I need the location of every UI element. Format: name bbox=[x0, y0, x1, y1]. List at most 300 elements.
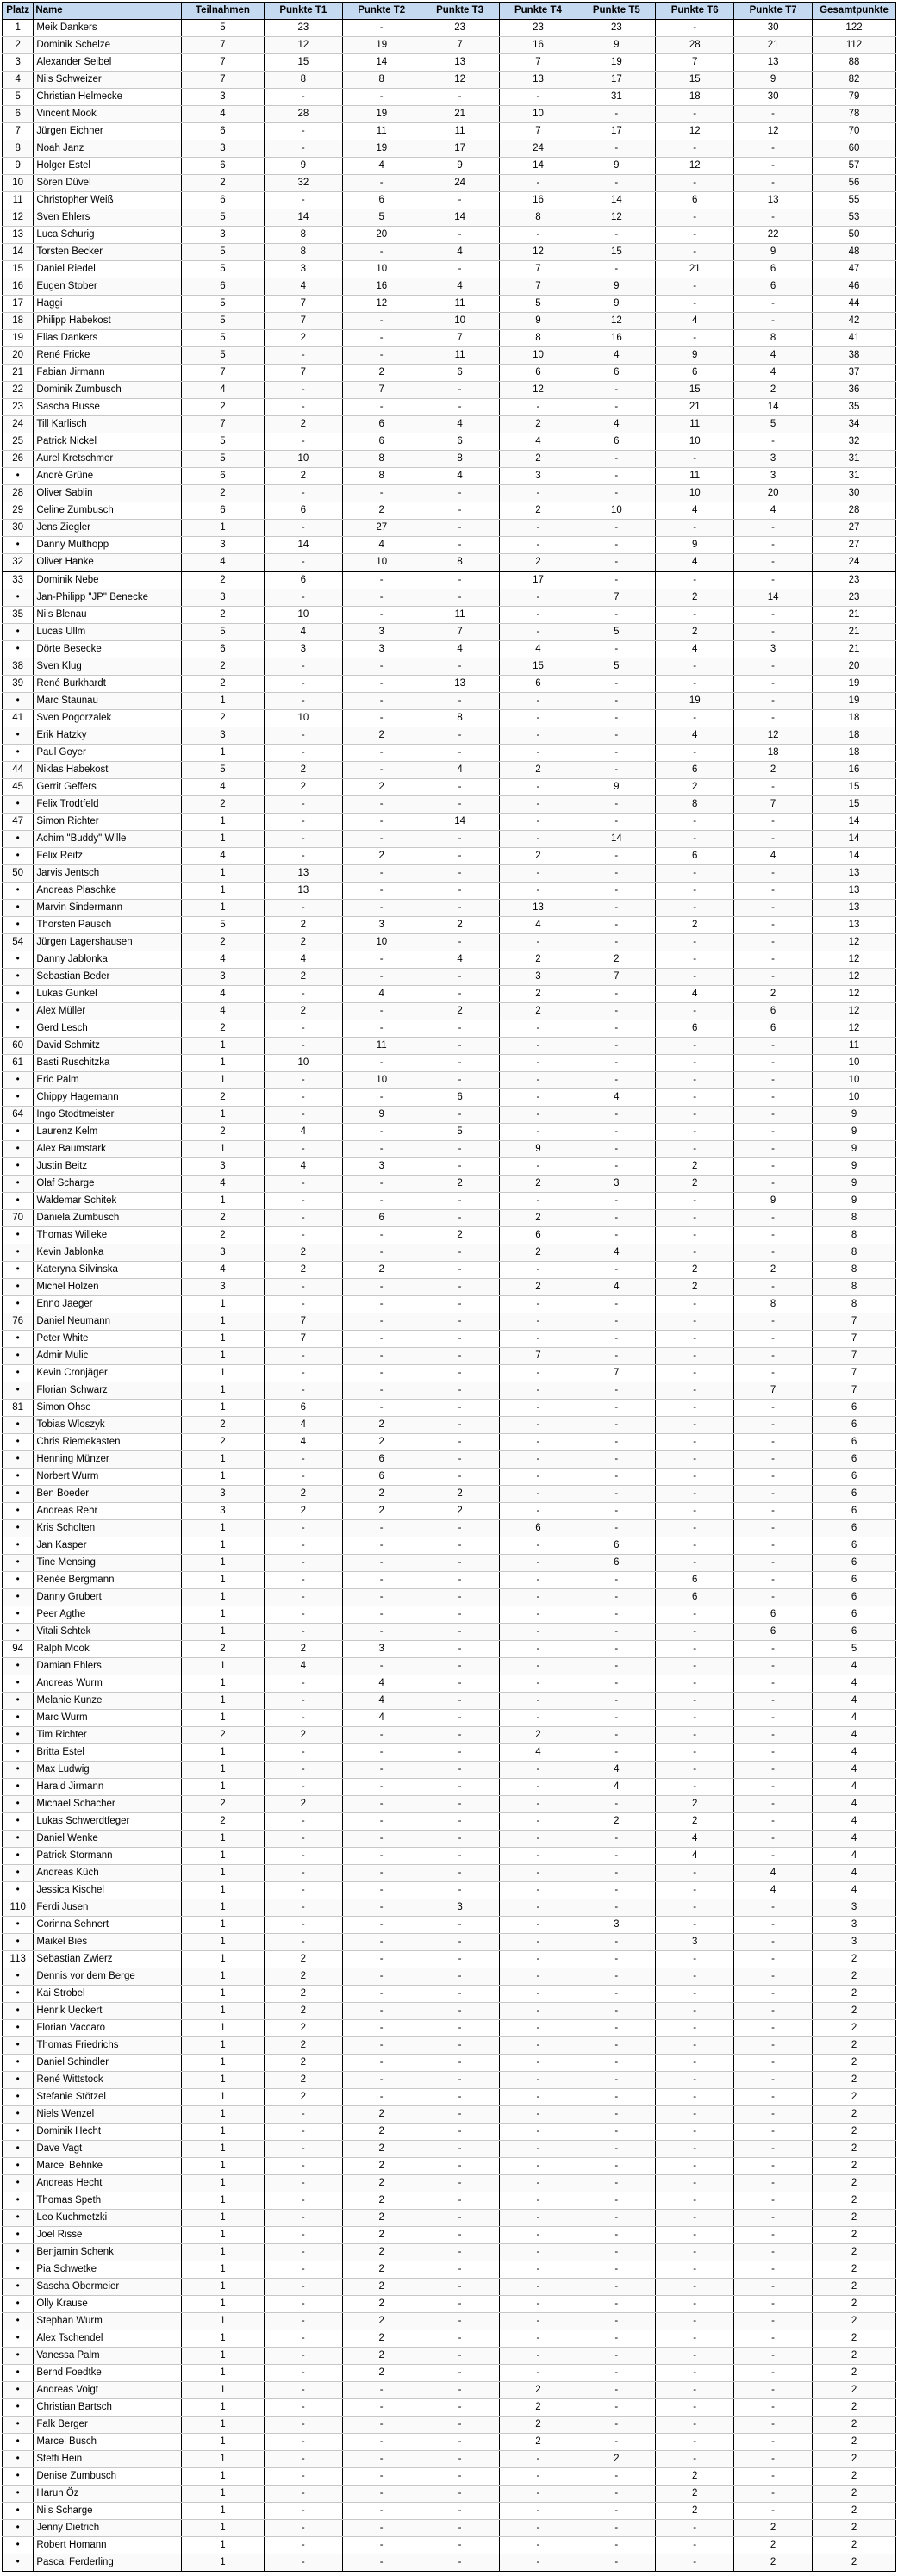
table-row[interactable] bbox=[3, 796, 896, 814]
table-row[interactable] bbox=[3, 2210, 896, 2227]
rank-cell: • bbox=[3, 2503, 34, 2520]
header-points-t1[interactable]: Punkte T1 bbox=[264, 3, 342, 20]
table-row[interactable] bbox=[3, 451, 896, 468]
table-row[interactable] bbox=[3, 140, 896, 158]
points-t6-cell: - bbox=[656, 1986, 734, 2003]
name-cell: Steffi Hein bbox=[34, 2451, 182, 2468]
points-t5-cell: - bbox=[577, 1520, 656, 1537]
rank-cell: 2 bbox=[3, 37, 34, 54]
rank-cell: • bbox=[3, 2158, 34, 2175]
table-row[interactable] bbox=[3, 1089, 896, 1107]
table-row[interactable] bbox=[3, 485, 896, 502]
points-t6-cell: - bbox=[656, 934, 734, 951]
points-t2-cell: 2 bbox=[342, 365, 421, 382]
table-row[interactable] bbox=[3, 571, 896, 589]
participations-cell: 1 bbox=[181, 1624, 264, 1641]
points-t2-cell: - bbox=[342, 745, 421, 762]
header-name[interactable]: Name bbox=[34, 3, 182, 20]
participations-cell: 4 bbox=[181, 106, 264, 123]
table-row[interactable] bbox=[3, 900, 896, 917]
table-row[interactable] bbox=[3, 1899, 896, 1917]
points-t6-cell: - bbox=[656, 1779, 734, 1796]
table-row[interactable] bbox=[3, 1055, 896, 1072]
table-row[interactable] bbox=[3, 2348, 896, 2365]
table-row[interactable] bbox=[3, 848, 896, 865]
table-row[interactable] bbox=[3, 175, 896, 192]
points-t1-cell: 2 bbox=[264, 2089, 342, 2106]
table-row[interactable] bbox=[3, 1796, 896, 1813]
table-row[interactable] bbox=[3, 951, 896, 969]
table-row[interactable] bbox=[3, 537, 896, 554]
points-t4-cell: - bbox=[499, 2227, 577, 2244]
table-row[interactable] bbox=[3, 1141, 896, 1158]
table-row[interactable] bbox=[3, 2537, 896, 2554]
table-row[interactable] bbox=[3, 1486, 896, 1503]
table-row[interactable] bbox=[3, 986, 896, 1003]
table-row[interactable] bbox=[3, 658, 896, 676]
table-row[interactable] bbox=[3, 883, 896, 900]
table-row[interactable] bbox=[3, 969, 896, 986]
points-t6-cell: - bbox=[656, 1693, 734, 1710]
table-row[interactable] bbox=[3, 917, 896, 934]
table-row[interactable] bbox=[3, 1072, 896, 1089]
table-row[interactable] bbox=[3, 520, 896, 537]
points-t3-cell: 2 bbox=[421, 1227, 499, 1244]
total-cell: 4 bbox=[813, 1813, 896, 1831]
points-t6-cell: - bbox=[656, 1762, 734, 1779]
name-cell: Lukas Schwerdtfeger bbox=[34, 1813, 182, 1831]
table-row[interactable] bbox=[3, 399, 896, 416]
participations-cell: 7 bbox=[181, 72, 264, 89]
table-row[interactable] bbox=[3, 1589, 896, 1606]
points-t6-cell: - bbox=[656, 1089, 734, 1107]
table-row[interactable] bbox=[3, 244, 896, 261]
points-t3-cell: 8 bbox=[421, 710, 499, 727]
points-t3-cell: 6 bbox=[421, 365, 499, 382]
table-row[interactable] bbox=[3, 313, 896, 330]
points-t2-cell: - bbox=[342, 2072, 421, 2089]
table-row[interactable] bbox=[3, 1107, 896, 1124]
table-row[interactable] bbox=[3, 1296, 896, 1313]
table-row[interactable] bbox=[3, 1744, 896, 1762]
points-t6-cell: - bbox=[656, 571, 734, 589]
table-row[interactable] bbox=[3, 641, 896, 658]
points-t6-cell: 6 bbox=[656, 192, 734, 209]
points-t7-cell: - bbox=[734, 1951, 813, 1968]
table-row[interactable] bbox=[3, 37, 896, 54]
points-t3-cell: 14 bbox=[421, 209, 499, 227]
points-t3-cell: - bbox=[421, 1658, 499, 1675]
table-row[interactable] bbox=[3, 1917, 896, 1934]
table-row[interactable] bbox=[3, 365, 896, 382]
participations-cell: 1 bbox=[181, 2175, 264, 2192]
table-row[interactable] bbox=[3, 2037, 896, 2055]
points-t2-cell: - bbox=[342, 1520, 421, 1537]
points-t6-cell: - bbox=[656, 209, 734, 227]
table-row[interactable] bbox=[3, 2434, 896, 2451]
table-row[interactable] bbox=[3, 1210, 896, 1227]
header-participations[interactable]: Teilnahmen bbox=[181, 3, 264, 20]
participations-cell: 1 bbox=[181, 1658, 264, 1675]
rank-cell: 24 bbox=[3, 416, 34, 433]
points-t1-cell: - bbox=[264, 848, 342, 865]
table-row[interactable] bbox=[3, 762, 896, 779]
table-row[interactable] bbox=[3, 2330, 896, 2348]
points-t7-cell: - bbox=[734, 2365, 813, 2382]
points-t2-cell: - bbox=[342, 2055, 421, 2072]
table-row[interactable] bbox=[3, 2227, 896, 2244]
name-cell: Nils Blenau bbox=[34, 607, 182, 624]
name-cell: Thomas Speth bbox=[34, 2192, 182, 2210]
points-t1-cell: - bbox=[264, 1848, 342, 1865]
name-cell: Sebastian Beder bbox=[34, 969, 182, 986]
table-row[interactable] bbox=[3, 158, 896, 175]
table-row[interactable] bbox=[3, 589, 896, 607]
header-points-t3[interactable]: Punkte T3 bbox=[421, 3, 499, 20]
table-row[interactable] bbox=[3, 1606, 896, 1624]
table-row[interactable] bbox=[3, 1020, 896, 1038]
points-t1-cell: - bbox=[264, 89, 342, 106]
table-row[interactable] bbox=[3, 2158, 896, 2175]
points-t4-cell: - bbox=[499, 1813, 577, 1831]
points-t4-cell: - bbox=[499, 1382, 577, 1400]
header-points-t2[interactable]: Punkte T2 bbox=[342, 3, 421, 20]
points-t4-cell: - bbox=[499, 1555, 577, 1572]
table-row[interactable] bbox=[3, 433, 896, 451]
points-t2-cell: 4 bbox=[342, 1675, 421, 1693]
table-row[interactable] bbox=[3, 2072, 896, 2089]
header-points-t6[interactable]: Punkte T6 bbox=[656, 3, 734, 20]
name-cell: Denise Zumbusch bbox=[34, 2468, 182, 2486]
rank-cell: • bbox=[3, 2003, 34, 2020]
points-t7-cell: - bbox=[734, 1693, 813, 1710]
points-t7-cell: - bbox=[734, 1796, 813, 1813]
points-t1-cell: - bbox=[264, 2348, 342, 2365]
participations-cell: 3 bbox=[181, 1503, 264, 1520]
table-row[interactable] bbox=[3, 1124, 896, 1141]
table-row[interactable] bbox=[3, 296, 896, 313]
points-t4-cell: 2 bbox=[499, 986, 577, 1003]
points-t3-cell: - bbox=[421, 1331, 499, 1348]
table-row[interactable] bbox=[3, 2399, 896, 2417]
table-row[interactable] bbox=[3, 1331, 896, 1348]
rank-cell: 45 bbox=[3, 779, 34, 796]
table-row[interactable] bbox=[3, 1227, 896, 1244]
points-t4-cell: - bbox=[499, 2175, 577, 2192]
table-row[interactable] bbox=[3, 1382, 896, 1400]
table-row[interactable] bbox=[3, 727, 896, 745]
points-t1-cell: 4 bbox=[264, 1158, 342, 1176]
table-row[interactable] bbox=[3, 1158, 896, 1176]
points-t5-cell: - bbox=[577, 1865, 656, 1882]
table-row[interactable] bbox=[3, 779, 896, 796]
table-row[interactable] bbox=[3, 20, 896, 37]
points-t4-cell: - bbox=[499, 2003, 577, 2020]
table-row[interactable] bbox=[3, 1417, 896, 1434]
table-row[interactable] bbox=[3, 1693, 896, 1710]
table-row[interactable] bbox=[3, 1365, 896, 1382]
table-row[interactable] bbox=[3, 1727, 896, 1744]
table-row[interactable] bbox=[3, 1176, 896, 1193]
table-row[interactable] bbox=[3, 72, 896, 89]
header-total[interactable]: Gesamtpunkte bbox=[813, 3, 896, 20]
table-row[interactable] bbox=[3, 1503, 896, 1520]
name-cell: Vitali Schtek bbox=[34, 1624, 182, 1641]
table-row[interactable] bbox=[3, 814, 896, 831]
points-t5-cell: 4 bbox=[577, 1244, 656, 1262]
table-row[interactable] bbox=[3, 261, 896, 278]
participations-cell: 2 bbox=[181, 571, 264, 589]
table-row[interactable] bbox=[3, 2451, 896, 2468]
table-row[interactable] bbox=[3, 2003, 896, 2020]
points-t6-cell: 9 bbox=[656, 347, 734, 365]
points-t7-cell: 2 bbox=[734, 986, 813, 1003]
points-t4-cell: 16 bbox=[499, 192, 577, 209]
table-row[interactable] bbox=[3, 330, 896, 347]
table-row[interactable] bbox=[3, 1641, 896, 1658]
points-t7-cell: - bbox=[734, 2382, 813, 2399]
table-row[interactable] bbox=[3, 2020, 896, 2037]
total-cell: 7 bbox=[813, 1313, 896, 1331]
points-t6-cell: - bbox=[656, 2158, 734, 2175]
table-row[interactable] bbox=[3, 1279, 896, 1296]
table-row[interactable] bbox=[3, 1865, 896, 1882]
participations-cell: 5 bbox=[181, 330, 264, 347]
table-row[interactable] bbox=[3, 1520, 896, 1537]
table-row[interactable] bbox=[3, 1779, 896, 1796]
points-t7-cell: - bbox=[734, 2313, 813, 2330]
table-row[interactable] bbox=[3, 1348, 896, 1365]
points-t4-cell: - bbox=[499, 1572, 577, 1589]
points-t1-cell: 2 bbox=[264, 1503, 342, 1520]
points-t6-cell: - bbox=[656, 2296, 734, 2313]
table-row[interactable] bbox=[3, 1986, 896, 2003]
points-t7-cell: - bbox=[734, 969, 813, 986]
table-row[interactable] bbox=[3, 1262, 896, 1279]
table-row[interactable] bbox=[3, 1193, 896, 1210]
total-cell: 20 bbox=[813, 658, 896, 676]
points-t7-cell: - bbox=[734, 1744, 813, 1762]
table-row[interactable] bbox=[3, 123, 896, 140]
points-t5-cell: 4 bbox=[577, 1279, 656, 1296]
table-row[interactable] bbox=[3, 1434, 896, 1451]
points-t1-cell: 14 bbox=[264, 209, 342, 227]
total-cell: 11 bbox=[813, 1038, 896, 1055]
table-row[interactable] bbox=[3, 2468, 896, 2486]
table-row[interactable] bbox=[3, 416, 896, 433]
table-row[interactable] bbox=[3, 2192, 896, 2210]
points-t1-cell: 4 bbox=[264, 1658, 342, 1675]
points-t5-cell: - bbox=[577, 641, 656, 658]
table-row[interactable] bbox=[3, 745, 896, 762]
table-row[interactable] bbox=[3, 2503, 896, 2520]
rank-cell: • bbox=[3, 1020, 34, 1038]
points-t7-cell: - bbox=[734, 1331, 813, 1348]
name-cell: Dominik Zumbusch bbox=[34, 382, 182, 399]
rank-cell: • bbox=[3, 848, 34, 865]
table-row[interactable] bbox=[3, 1244, 896, 1262]
points-t4-cell: 23 bbox=[499, 20, 577, 37]
table-row[interactable] bbox=[3, 1675, 896, 1693]
table-row[interactable] bbox=[3, 2382, 896, 2399]
table-row[interactable] bbox=[3, 1848, 896, 1865]
points-t5-cell: - bbox=[577, 1141, 656, 1158]
points-t4-cell: - bbox=[499, 1899, 577, 1917]
points-t5-cell: - bbox=[577, 2227, 656, 2244]
name-cell: Eugen Stober bbox=[34, 278, 182, 296]
table-row[interactable] bbox=[3, 1968, 896, 1986]
header-points-t5[interactable]: Punkte T5 bbox=[577, 3, 656, 20]
participations-cell: 1 bbox=[181, 745, 264, 762]
table-row[interactable] bbox=[3, 209, 896, 227]
participations-cell: 1 bbox=[181, 2037, 264, 2055]
points-t3-cell: - bbox=[421, 865, 499, 883]
table-row[interactable] bbox=[3, 1313, 896, 1331]
table-row[interactable] bbox=[3, 2244, 896, 2261]
table-row[interactable] bbox=[3, 278, 896, 296]
points-t1-cell: - bbox=[264, 2210, 342, 2227]
table-row[interactable] bbox=[3, 1400, 896, 1417]
table-row[interactable] bbox=[3, 865, 896, 883]
table-row[interactable] bbox=[3, 1624, 896, 1641]
table-row[interactable] bbox=[3, 89, 896, 106]
table-row[interactable] bbox=[3, 2554, 896, 2572]
table-row[interactable] bbox=[3, 1813, 896, 1831]
table-row[interactable] bbox=[3, 2486, 896, 2503]
points-t4-cell: - bbox=[499, 883, 577, 900]
table-row[interactable] bbox=[3, 2365, 896, 2382]
table-row[interactable] bbox=[3, 710, 896, 727]
table-row[interactable] bbox=[3, 468, 896, 485]
table-row[interactable] bbox=[3, 106, 896, 123]
table-row[interactable] bbox=[3, 1038, 896, 1055]
points-t7-cell: 12 bbox=[734, 727, 813, 745]
table-row[interactable] bbox=[3, 624, 896, 641]
table-row[interactable] bbox=[3, 2313, 896, 2330]
table-row[interactable] bbox=[3, 227, 896, 244]
participations-cell: 3 bbox=[181, 140, 264, 158]
points-t2-cell: - bbox=[342, 1537, 421, 1555]
points-t6-cell: 15 bbox=[656, 72, 734, 89]
participations-cell: 1 bbox=[181, 2296, 264, 2313]
table-row[interactable] bbox=[3, 1451, 896, 1469]
points-t1-cell: - bbox=[264, 1917, 342, 1934]
table-row[interactable] bbox=[3, 2089, 896, 2106]
table-row[interactable] bbox=[3, 1537, 896, 1555]
points-t4-cell: - bbox=[499, 537, 577, 554]
points-t7-cell: - bbox=[734, 2089, 813, 2106]
name-cell: Jan Kasper bbox=[34, 1537, 182, 1555]
participations-cell: 1 bbox=[181, 1675, 264, 1693]
table-row[interactable] bbox=[3, 607, 896, 624]
table-row[interactable] bbox=[3, 2417, 896, 2434]
table-row[interactable] bbox=[3, 1882, 896, 1899]
points-t4-cell: 5 bbox=[499, 296, 577, 313]
table-row[interactable] bbox=[3, 934, 896, 951]
table-row[interactable] bbox=[3, 2296, 896, 2313]
participations-cell: 1 bbox=[181, 1934, 264, 1951]
table-row[interactable] bbox=[3, 2520, 896, 2537]
participations-cell: 1 bbox=[181, 2451, 264, 2468]
points-t3-cell: - bbox=[421, 2468, 499, 2486]
table-row[interactable] bbox=[3, 1934, 896, 1951]
table-row[interactable] bbox=[3, 1003, 896, 1020]
table-row[interactable] bbox=[3, 1469, 896, 1486]
points-t6-cell: - bbox=[656, 1348, 734, 1365]
points-t2-cell: - bbox=[342, 2417, 421, 2434]
table-row[interactable] bbox=[3, 1658, 896, 1675]
table-row[interactable] bbox=[3, 2124, 896, 2141]
table-row[interactable] bbox=[3, 1831, 896, 1848]
header-rank[interactable]: Platz bbox=[3, 3, 34, 20]
points-t7-cell: 6 bbox=[734, 1020, 813, 1038]
points-t5-cell: - bbox=[577, 2175, 656, 2192]
rank-cell: • bbox=[3, 2468, 34, 2486]
points-t5-cell: - bbox=[577, 451, 656, 468]
table-row[interactable] bbox=[3, 1951, 896, 1968]
table-row[interactable] bbox=[3, 1572, 896, 1589]
points-t6-cell: 28 bbox=[656, 37, 734, 54]
table-row[interactable] bbox=[3, 54, 896, 72]
table-row[interactable] bbox=[3, 347, 896, 365]
header-points-t7[interactable]: Punkte T7 bbox=[734, 3, 813, 20]
table-row[interactable] bbox=[3, 676, 896, 693]
points-t1-cell: - bbox=[264, 140, 342, 158]
points-t1-cell: - bbox=[264, 2503, 342, 2520]
table-row[interactable] bbox=[3, 502, 896, 520]
points-t2-cell: - bbox=[342, 1606, 421, 1624]
points-t7-cell: - bbox=[734, 1917, 813, 1934]
total-cell: 2 bbox=[813, 2365, 896, 2382]
table-row[interactable] bbox=[3, 1555, 896, 1572]
points-t1-cell: - bbox=[264, 1348, 342, 1365]
points-t5-cell: - bbox=[577, 1951, 656, 1968]
participations-cell: 1 bbox=[181, 1986, 264, 2003]
points-t7-cell: - bbox=[734, 2468, 813, 2486]
header-points-t4[interactable]: Punkte T4 bbox=[499, 3, 577, 20]
table-row[interactable] bbox=[3, 2106, 896, 2124]
total-cell: 15 bbox=[813, 796, 896, 814]
participations-cell: 1 bbox=[181, 2279, 264, 2296]
table-row[interactable] bbox=[3, 1710, 896, 1727]
table-row[interactable] bbox=[3, 2175, 896, 2192]
table-row[interactable] bbox=[3, 831, 896, 848]
points-t2-cell: - bbox=[342, 1331, 421, 1348]
points-t5-cell: - bbox=[577, 848, 656, 865]
table-row[interactable] bbox=[3, 693, 896, 710]
table-row[interactable] bbox=[3, 382, 896, 399]
table-row[interactable] bbox=[3, 2141, 896, 2158]
points-t5-cell: - bbox=[577, 2072, 656, 2089]
participations-cell: 1 bbox=[181, 2261, 264, 2279]
table-row[interactable] bbox=[3, 1762, 896, 1779]
points-t6-cell: 4 bbox=[656, 641, 734, 658]
points-t7-cell: 3 bbox=[734, 468, 813, 485]
points-t6-cell: - bbox=[656, 2554, 734, 2572]
table-row[interactable] bbox=[3, 192, 896, 209]
table-row[interactable] bbox=[3, 2261, 896, 2279]
rank-cell: 19 bbox=[3, 330, 34, 347]
points-t4-cell: - bbox=[499, 227, 577, 244]
total-cell: 21 bbox=[813, 641, 896, 658]
points-t5-cell: - bbox=[577, 1210, 656, 1227]
table-row[interactable] bbox=[3, 2055, 896, 2072]
table-row[interactable] bbox=[3, 554, 896, 572]
points-t3-cell: - bbox=[421, 2072, 499, 2089]
table-row[interactable] bbox=[3, 2279, 896, 2296]
points-t1-cell: - bbox=[264, 1107, 342, 1124]
total-cell: 2 bbox=[813, 2313, 896, 2330]
